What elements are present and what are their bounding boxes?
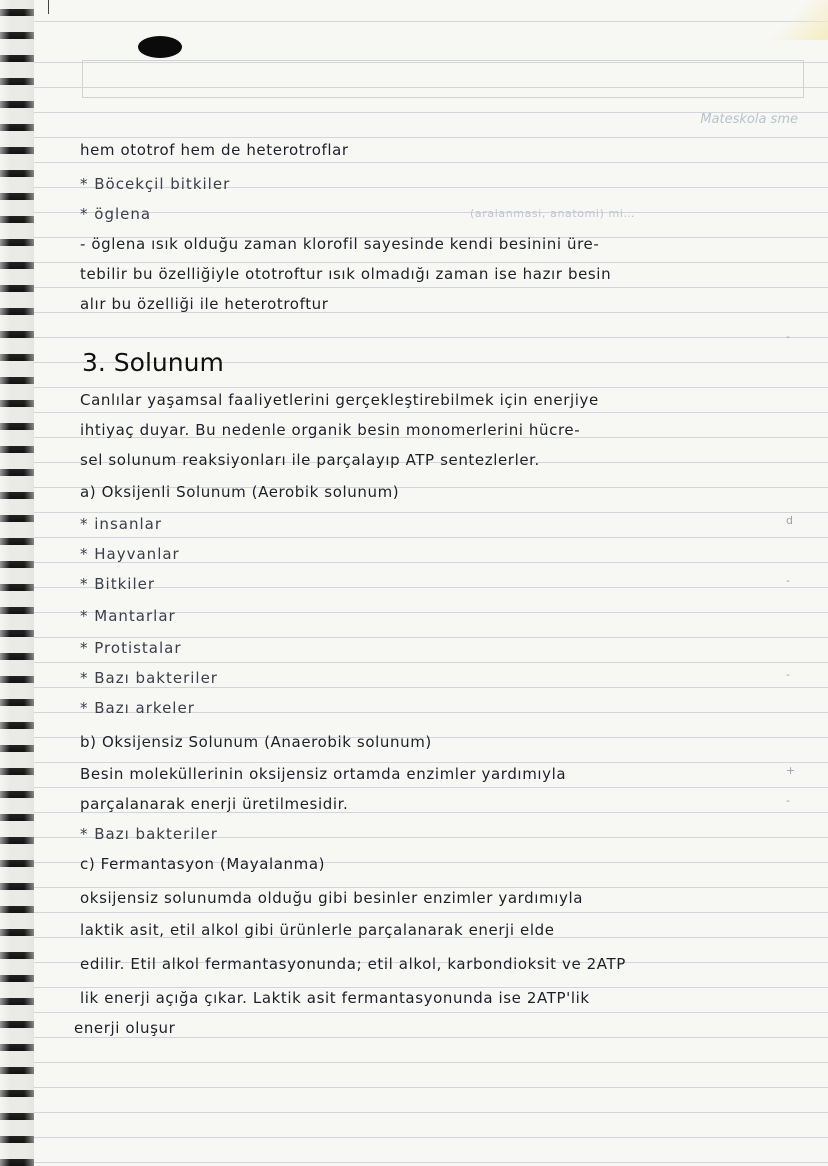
margin-note: - bbox=[786, 574, 790, 587]
margin-note: - bbox=[786, 668, 790, 681]
text-line: - öglena ısık olduğu zaman klorofil sayesinde kendi besinini üre- bbox=[80, 235, 600, 253]
subheading: b) Oksijensiz Solunum (Anaerobik solunum) bbox=[80, 733, 432, 751]
list-item: * Bazı bakteriler bbox=[80, 669, 218, 687]
text-line: lik enerji açığa çıkar. Laktik asit fermantasyonunda ise 2ATP'lik bbox=[80, 989, 590, 1007]
margin-note: d bbox=[786, 514, 793, 527]
list-item: * öglena bbox=[80, 205, 152, 223]
list-item: * Bitkiler bbox=[80, 575, 156, 593]
spiral-binding bbox=[0, 0, 34, 1166]
text-line: ihtiyaç duyar. Bu nedenle organik besin monomerlerini hücre- bbox=[80, 421, 581, 439]
text-line: tebilir bu özelliğiyle ototroftur ısık olmadığı zaman ise hazır besin bbox=[80, 265, 612, 283]
subheading: a) Oksijenli Solunum (Aerobik solunum) bbox=[80, 483, 400, 501]
list-item: * Mantarlar bbox=[80, 607, 176, 625]
text-line: Besin moleküllerinin oksijensiz ortamda enzimler yardımıyla bbox=[80, 765, 567, 783]
text-line: enerji oluşur bbox=[74, 1019, 176, 1037]
text-line: oksijensiz solunumda olduğu gibi besinler enzimler yardımıyla bbox=[80, 889, 584, 907]
list-item: * Bazı bakteriler bbox=[80, 825, 218, 843]
list-item: * insanlar bbox=[80, 515, 162, 533]
margin-note: + bbox=[786, 764, 796, 777]
text-line: edilir. Etil alkol fermantasyonunda; etil alkol, karbondioksit ve 2ATP bbox=[80, 955, 626, 973]
margin-note: - bbox=[786, 794, 790, 807]
page-corner-tint bbox=[768, 0, 828, 40]
ink-blot bbox=[138, 36, 182, 58]
pen-tick-mark bbox=[48, 0, 49, 14]
margin-note: - bbox=[786, 330, 790, 343]
section-heading: 3. Solunum bbox=[82, 348, 224, 377]
text-line: laktik asit, etil alkol gibi ürünlerle parçalanarak enerji elde bbox=[80, 921, 555, 939]
text-line: alır bu özelliği ile heterotroftur bbox=[80, 295, 329, 313]
text-line: parçalanarak enerji üretilmesidir. bbox=[80, 795, 349, 813]
list-item: * Böcekçil bitkiler bbox=[80, 175, 231, 193]
list-item: * Protistalar bbox=[80, 639, 182, 657]
text-line: hem ototrof hem de heterotroflar bbox=[80, 141, 349, 159]
subheading: c) Fermantasyon (Mayalanma) bbox=[80, 855, 326, 873]
text-line: sel solunum reaksiyonları ile parçalayıp ATP sentezlerler. bbox=[80, 451, 540, 469]
header-box bbox=[82, 60, 804, 98]
text-line: Canlılar yaşamsal faaliyetlerini gerçekleştirebilmek için enerjiye bbox=[80, 391, 599, 409]
list-item: * Hayvanlar bbox=[80, 545, 180, 563]
list-item: * Bazı arkeler bbox=[80, 699, 195, 717]
bleed-through-text: (aralanmasi, anatomi) mi… bbox=[470, 207, 636, 220]
bleed-through-text: Mateskola sme bbox=[700, 112, 798, 127]
